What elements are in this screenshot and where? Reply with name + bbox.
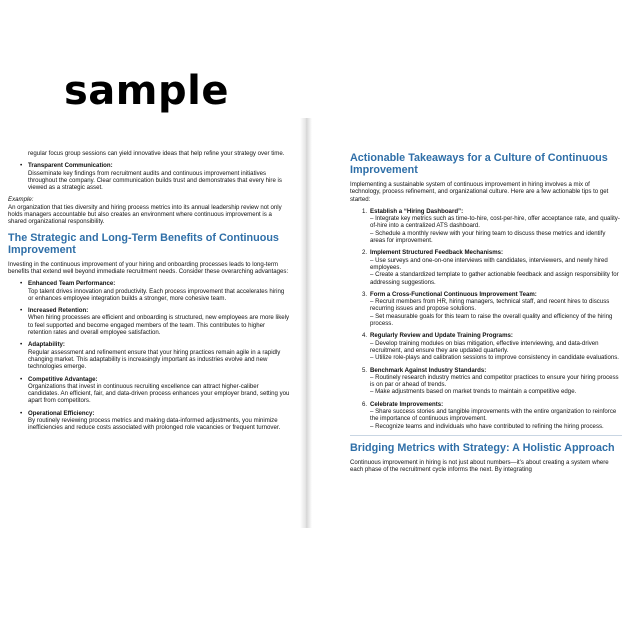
item-line: – Create a standardized template to gather actionable feedback and assign responsibility for addressing suggestions. bbox=[370, 271, 619, 286]
list-item bbox=[8, 376, 290, 405]
bridging-intro: Continuous improvement in hiring is not just about numbers—it’s about creating a system where each phase of the recruitment cycle informs the next. By integrating bbox=[350, 458, 609, 474]
document-spread bbox=[0, 118, 640, 528]
right-page-content bbox=[350, 152, 622, 474]
item-number: 6. bbox=[362, 400, 368, 408]
item-body: Top talent drives innovation and productivity. Each process improvement that accelerates hiring or enhances employee integration builds a stronger, more cohesive team. bbox=[28, 287, 285, 302]
item-line: – Use surveys and one-on-one interviews with candidates, interviewers, and newly hired employees. bbox=[370, 256, 608, 271]
item-title: Enhanced Team Performance: bbox=[28, 280, 116, 288]
tips-list bbox=[350, 208, 622, 430]
item-title: Celebrate Improvements: bbox=[370, 400, 444, 408]
example-label: Example: bbox=[8, 196, 34, 204]
bullet-icon: • bbox=[20, 162, 23, 170]
bullet-icon: • bbox=[20, 280, 23, 288]
left-page bbox=[0, 118, 306, 528]
section-heading-benefits: The Strategic and Long-Term Benefits of Continuous Improvement bbox=[8, 231, 279, 256]
right-page bbox=[306, 118, 640, 528]
list-item bbox=[350, 367, 622, 396]
item-line: – Utilize role-plays and calibration sessions to improve consistency in candidate evaluations. bbox=[370, 354, 619, 362]
sample-watermark: sample bbox=[64, 68, 229, 114]
item-line: – Share success stories and tangible improvements with the entire organization to reinforce the importance of continuous improvement. bbox=[370, 408, 617, 423]
item-line: – Recognize teams and individuals who have contributed to refining the hiring process. bbox=[370, 422, 604, 430]
transparent-list bbox=[8, 162, 290, 191]
bullet-icon: • bbox=[20, 341, 23, 349]
item-body: Disseminate key findings from recruitment audits and continuous improvement initiatives throughout the company. Clear communication builds trust and demonstrates that every hire is viewed as a strategic asset. bbox=[28, 169, 282, 192]
item-number: 2. bbox=[362, 249, 368, 257]
item-title: Establish a “Hiring Dashboard”: bbox=[370, 207, 464, 215]
section-heading-bridging: Bridging Metrics with Strategy: A Holistic Approach bbox=[350, 441, 615, 454]
item-title: Transparent Communication: bbox=[28, 162, 113, 170]
list-item bbox=[350, 332, 622, 361]
benefits-list bbox=[8, 280, 290, 431]
continuation-text: regular focus group sessions can yield innovative ideas that help refine your strategy over time. bbox=[28, 150, 285, 157]
item-title: Benchmark Against Industry Standards: bbox=[370, 366, 487, 374]
list-item bbox=[8, 280, 290, 302]
bullet-icon: • bbox=[20, 375, 23, 383]
list-item bbox=[350, 208, 622, 244]
item-title: Implement Structured Feedback Mechanisms: bbox=[370, 249, 504, 257]
takeaways-intro: Implementing a sustainable system of continuous improvement in hiring involves a mix of technology, process refinement, and organizational culture. Here are a few actionable tips to get started: bbox=[350, 181, 609, 203]
list-item bbox=[350, 249, 622, 285]
item-line: – Routinely research industry metrics and competitor practices to ensure your hiring process is on par or ahead of trends. bbox=[370, 373, 619, 389]
list-item bbox=[8, 410, 290, 432]
benefits-intro: Investing in the continuous improvement of your hiring and onboarding processes leads to long-term benefits that extend well beyond immediate recruitment needs. Consider these overarching advantages: bbox=[8, 260, 289, 275]
item-body: Regular assessment and refinement ensure that your hiring practices remain agile in a rapidly changing market. This adaptability is increasingly important as industries evolve and new technologies emerge. bbox=[28, 348, 281, 371]
item-body: When hiring processes are efficient and onboarding is structured, new employees are more likely to feel supported and become engaged members of the team. This contributes to higher retention rates and overall employee satisfaction. bbox=[28, 314, 290, 337]
item-number: 3. bbox=[362, 290, 368, 298]
item-title: Operational Efficiency: bbox=[28, 409, 95, 417]
item-line: – Integrate key metrics such as time-to-hire, cost-per-hire, offer acceptance rate, and quality-of-hire into a centralized ATS dashboard. bbox=[370, 215, 620, 230]
left-page-content bbox=[8, 150, 290, 432]
item-title: Form a Cross-Functional Continuous Improvement Team: bbox=[370, 290, 537, 298]
item-number: 1. bbox=[362, 207, 368, 215]
item-title: Competitive Advantage: bbox=[28, 375, 98, 383]
list-item bbox=[350, 401, 622, 430]
list-item bbox=[8, 162, 290, 191]
item-title: Adaptability: bbox=[28, 341, 65, 349]
item-body: Organizations that invest in continuous recruiting excellence can attract higher-caliber candidates. An efficient, fair, and data-driven process enhances your employer brand, setting you apart from competitors. bbox=[28, 382, 290, 405]
bullet-icon: • bbox=[20, 409, 23, 417]
example-text: An organization that ties diversity and hiring process metrics into its annual leadership review not only holds managers accountable but also creates an environment where continuous improvement is a shared organizational responsibility. bbox=[8, 203, 282, 226]
item-line: – Schedule a monthly review with your hiring team to discuss these metrics and identify areas for improvement. bbox=[370, 229, 606, 245]
item-line: – Recruit members from HR, hiring managers, technical staff, and recent hires to discuss recurring issues and propose solutions. bbox=[370, 298, 610, 313]
item-line: – Make adjustments based on market trends to maintain a competitive edge. bbox=[370, 388, 577, 396]
page-gutter-shadow bbox=[300, 118, 312, 528]
item-line: – Set measurable goals for this team to raise the overall quality and efficiency of the hiring process. bbox=[370, 312, 613, 328]
list-item bbox=[350, 291, 622, 327]
item-number: 5. bbox=[362, 366, 368, 374]
item-number: 4. bbox=[362, 332, 368, 340]
list-item bbox=[8, 341, 290, 370]
item-title: Regularly Review and Update Training Programs: bbox=[370, 332, 513, 340]
item-body: By routinely reviewing process metrics and making data-informed adjustments, you minimize inefficiencies and reduce costs associated with prolonged role vacancies or frequent turnover. bbox=[28, 417, 281, 432]
bullet-icon: • bbox=[20, 307, 23, 315]
section-heading-takeaways: Actionable Takeaways for a Culture of Continuous Improvement bbox=[350, 152, 608, 176]
list-item bbox=[8, 307, 290, 336]
section-divider bbox=[350, 435, 622, 436]
item-line: – Develop training modules on bias mitigation, effective interviewing, and data-driven recruitment, and ensure they are updated quarterly. bbox=[370, 339, 599, 354]
item-title: Increased Retention: bbox=[28, 307, 89, 315]
